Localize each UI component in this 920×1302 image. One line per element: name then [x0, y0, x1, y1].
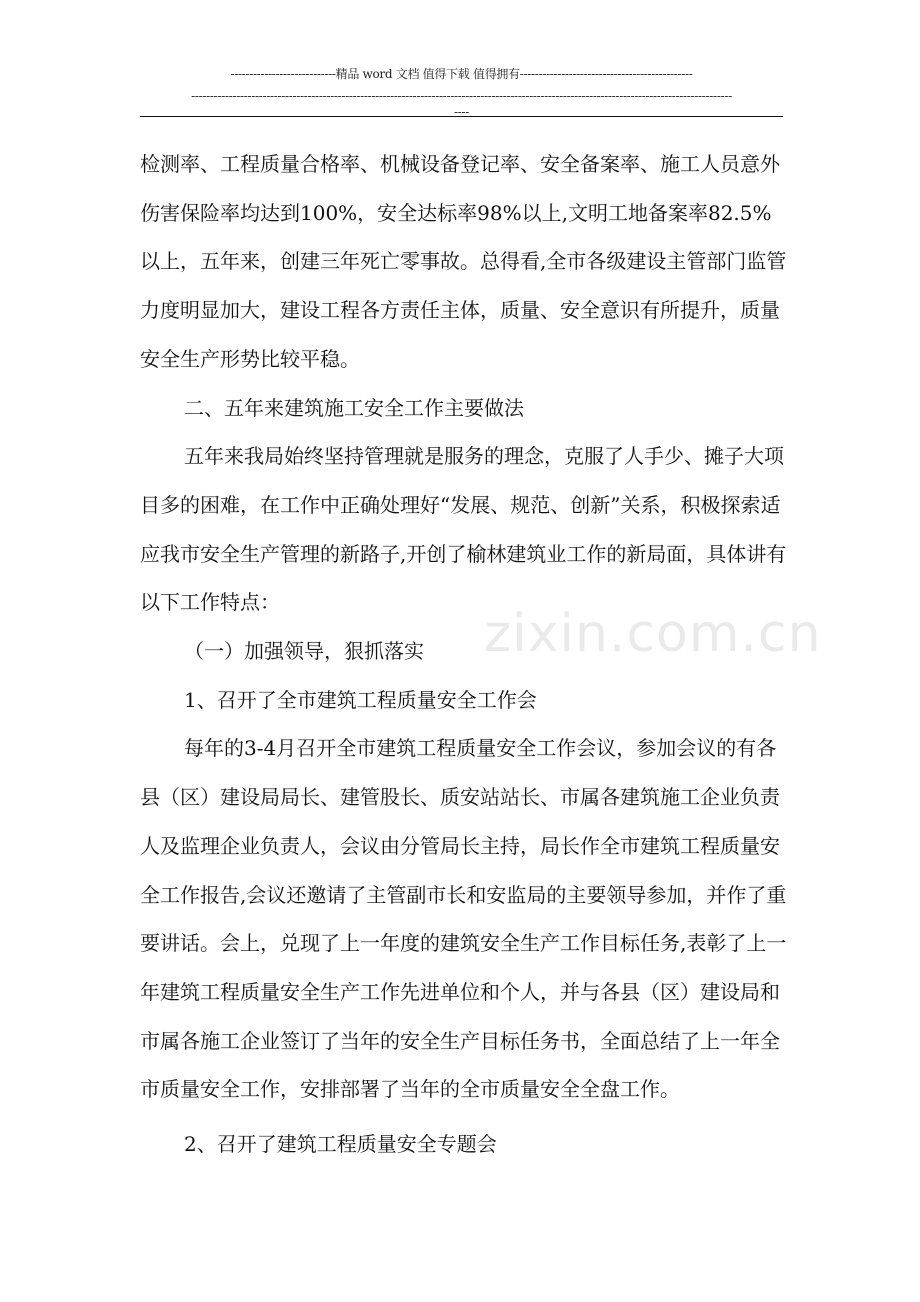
- item-heading-1: 1、召开了全市建筑工程质量安全工作会: [184, 687, 537, 712]
- page-header: [140, 66, 783, 120]
- watermark: zixin.com.cn: [484, 604, 822, 664]
- header-banner-text: ----------------------------精品 word 文档 值得下载 值得拥有----------------------------------------------: [230, 67, 693, 81]
- section-heading-2: 二、五年来建筑施工安全工作主要做法: [184, 395, 524, 420]
- header-dash-line: ------------------------------------------------------------------------------------------------------------------------------------------------: [191, 89, 732, 103]
- header-rule: [140, 116, 783, 117]
- document-body: [140, 140, 790, 1169]
- paragraph-meeting: 每年的3-4月召开全市建筑工程质量安全工作会议，参加会议的有各县（区）建设局局长、建管股长、质安站站长、市属各建筑施工企业负责人及监理企业负责人，会议由分管局长主持，局长作全市建筑工程质量安全工作报告,会议还邀请了主管副市长和安监局的主要领导参加，并作了重要讲话。会上，兑现了上一年度的建筑安全生产工作目标任务,表彰了上一年建筑工程质量安全生产工作先进单位和个人，并与各县（区）建设局和市属各施工企业签订了当年的安全生产目标任务书，全面总结了上一年全市质量安全工作，安排部署了当年的全市质量安全全盘工作。: [140, 736, 787, 1102]
- paragraph-continued: 检测率、工程质量合格率、机械设备登记率、安全备案率、施工人员意外伤害保险率均达到100%，安全达标率98%以上,文明工地备案率82.5%以上，五年来，创建三年死亡零事故。总得看,全市各级建设主管部门监管力度明显加大，建设工程各方责任主体，质量、安全意识有所提升，质量安全生产形势比较平稳。: [140, 152, 787, 371]
- item-heading-2: 2、召开了建筑工程质量安全专题会: [184, 1132, 497, 1157]
- subsection-heading-1: （一）加强领导，狠抓落实: [184, 639, 424, 664]
- paragraph-intro: 五年来我局始终坚持管理就是服务的理念，克服了人手少、摊子大项目多的困难，在工作中正确处理好“发展、规范、创新”关系，积极探索适应我市安全生产管理的新路子,开创了榆林建筑业工作的新局面，具体讲有以下工作特点：: [140, 444, 787, 615]
- header-dash-tail: ----: [453, 105, 470, 119]
